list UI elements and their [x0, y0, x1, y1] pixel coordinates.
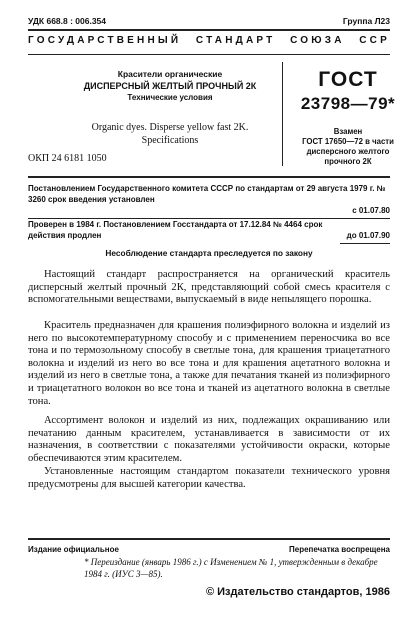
gost-number: 23798—79* — [300, 94, 396, 113]
body-paragraph-2: Краситель предназначен для крашения полиэфирного волокна и изделий из него по высокотемпературному способу и с применением переносчика во все тона и по термозольному способу в светлые тона, для крашения триацетатного волокна и изделий из него во все тона и для крашения ацетатного волокна и изделий из него в светлые тона, а также для печатания тканей из полиэфирного и триацетатного волокон во все тона и тканей из ацетатного волокна в светлые тона. — [28, 320, 390, 407]
extension-date: до 01.07.90 — [346, 231, 390, 240]
gost-label: ГОСТ — [318, 68, 378, 91]
decree-rule — [28, 218, 390, 219]
banner-word-1: ГОСУДАРСТВЕННЫЙ — [28, 35, 182, 46]
top-rule — [28, 29, 390, 31]
reissue-footnote: * Переиздание (январь 1986 г.) с Изменением № 1, утвержденным в декабре 1984 г. (ИУС 3—85). — [84, 557, 378, 579]
decree-extension: Проверен в 1984 г. Постановлением Госстандарта от 17.12.84 № 4464 срок действия продлен — [28, 220, 323, 240]
date-rule — [340, 243, 390, 244]
body-paragraph-1: Настоящий стандарт распространяется на органический краситель дисперсный желтый прочный 2К, представляющий собой смесь красителя с вспомогательными веществами, выпускаемый в виде непылящего порошка. — [28, 269, 390, 306]
legal-notice: Несоблюдение стандарта преследуется по закону — [105, 248, 313, 258]
replaces-block — [292, 127, 404, 167]
replaces-line-4: прочного 2К — [324, 157, 372, 166]
title-block — [70, 68, 270, 104]
group-code: Группа Л23 — [342, 16, 390, 26]
english-title-line-1: Organic dyes. Disperse yellow fast 2K. — [91, 122, 249, 133]
replaces-line-1: Взамен — [333, 127, 363, 136]
reprint-ban-label: Перепечатка воспрещена — [289, 545, 390, 554]
banner-word-2: СТАНДАРТ — [195, 35, 276, 46]
footer-rule — [28, 538, 390, 540]
title-line-2: ДИСПЕРСНЫЙ ЖЕЛТЫЙ ПРОЧНЫЙ 2К — [83, 81, 257, 91]
effective-date: с 01.07.80 — [352, 206, 390, 215]
replaces-line-2: ГОСТ 17650—72 в части — [302, 137, 394, 146]
title-line-3: Технические условия — [127, 93, 213, 102]
title-line-1: Красители органические — [117, 69, 223, 79]
udk-code: УДК 668.8 : 006.354 — [28, 16, 107, 26]
body-paragraph-3: Ассортимент волокон и изделий из них, подлежащих окрашиванию или печатанию данным красителем, устанавливается в зависимости от их назначения, в соответствии с показателями устойчивости окраски, которые обеспечиваются этим красителем. — [28, 415, 390, 464]
replaces-line-3: дисперсного желтого — [306, 147, 390, 156]
banner-rule — [28, 54, 390, 55]
okp-code: ОКП 24 6181 1050 — [28, 153, 107, 164]
banner-word-3: СОЮЗА — [290, 35, 345, 46]
banner-word-4: ССР — [359, 35, 390, 46]
body-paragraph-4: Установленные настоящим стандартом показатели технического уровня предусмотрены для высшей категории качества. — [28, 466, 390, 490]
vertical-divider — [282, 62, 283, 166]
official-edition-label: Издание официальное — [28, 545, 119, 554]
state-standard-banner — [28, 35, 390, 46]
english-title-line-2: Specifications — [141, 135, 199, 146]
section-rule — [28, 176, 390, 178]
decree-introduction: Постановлением Государственного комитета СССР по стандартам от 29 августа 1979 г. № 3260 срок введения установлен — [28, 184, 386, 204]
publisher-copyright: © Издательство стандартов, 1986 — [205, 586, 390, 598]
english-title — [70, 121, 270, 147]
